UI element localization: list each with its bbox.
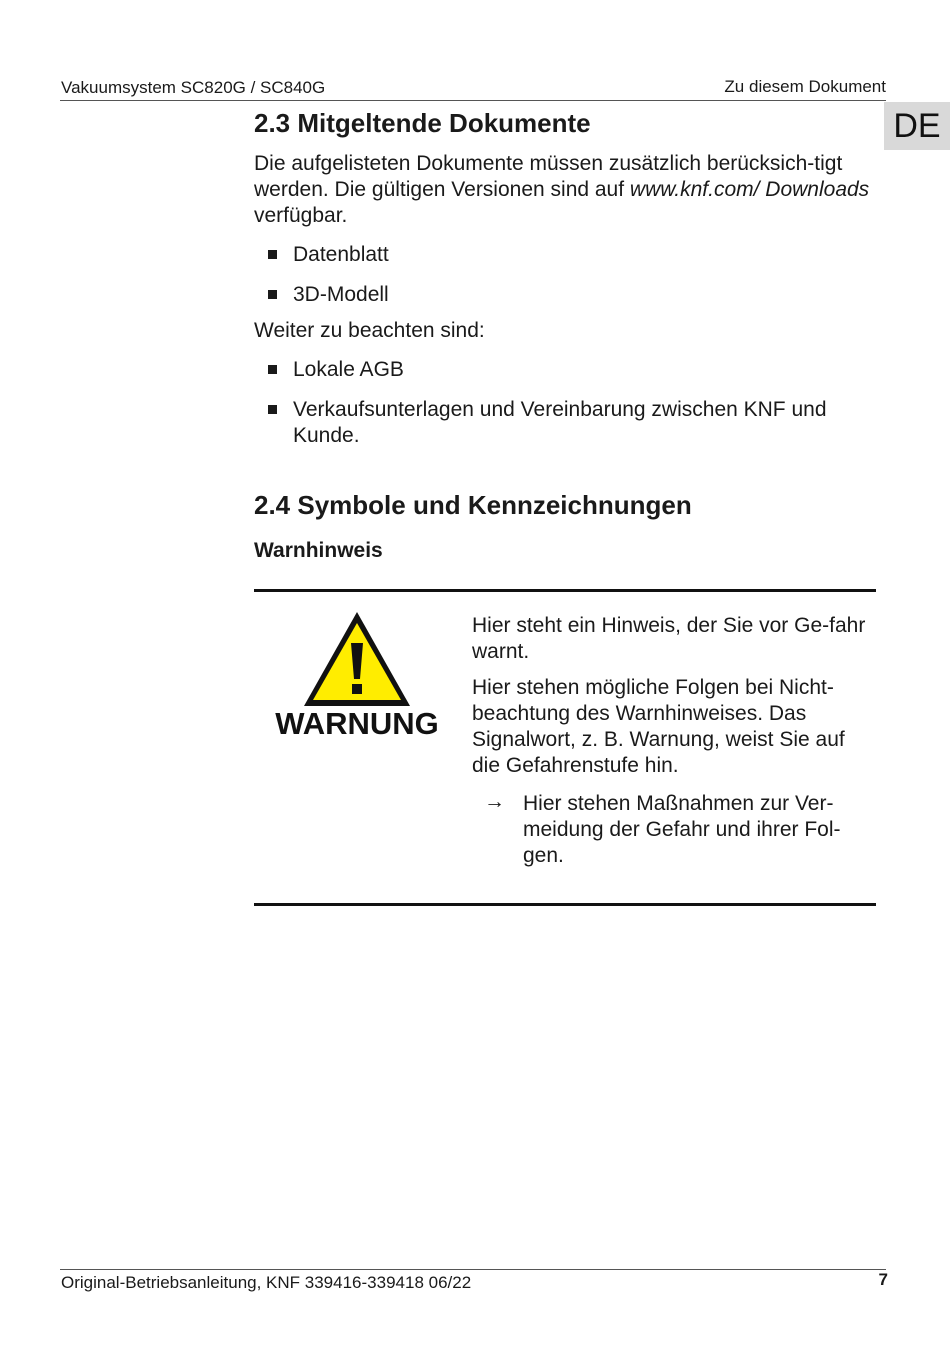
header-divider <box>60 100 886 101</box>
warning-text-hazard: Hier steht ein Hinweis, der Sie vor Ge-fahr warnt. <box>472 614 866 663</box>
bullet-square-icon <box>268 405 277 414</box>
list-item-text: Verkaufsunterlagen und Vereinbarung zwischen KNF und Kunde. <box>293 398 827 447</box>
warning-signal-word: WARNUNG <box>275 706 439 741</box>
section-2-3-heading: 2.3 Mitgeltende Dokumente <box>254 108 591 138</box>
header-section-title: Zu diesem Dokument <box>724 77 886 96</box>
intro-text-start: Die aufgelisteten Dokumente müssen zusätzlich berücksich-tigt werden. Die gültigen Versionen sind auf <box>254 152 843 201</box>
footer-document-info: Original-Betriebsanleitung, KNF 339416-339418 06/22 <box>61 1273 472 1292</box>
list-item-text: Lokale AGB <box>293 358 404 381</box>
further-label: Weiter zu beachten sind: <box>254 319 485 342</box>
list-item-text: 3D-Modell <box>293 283 389 306</box>
warning-subheading: Warnhinweis <box>254 539 383 562</box>
bullet-square-icon <box>268 290 277 299</box>
warning-triangle-icon <box>301 609 413 709</box>
intro-text-end: verfügbar. <box>254 204 348 227</box>
bullet-square-icon <box>268 250 277 259</box>
header-document-title: Vakuumsystem SC820G / SC840G <box>61 78 326 97</box>
warning-box-top-rule <box>254 589 876 592</box>
warning-text-measures: Hier stehen Maßnahmen zur Ver-meidung der Gefahr und ihrer Fol-gen. <box>523 792 841 867</box>
downloads-link[interactable]: www.knf.com/ Downloads <box>629 178 870 201</box>
list-item-text: Datenblatt <box>293 243 389 266</box>
arrow-right-icon: → <box>484 790 505 813</box>
warning-text-consequences: Hier stehen mögliche Folgen bei Nicht-beachtung des Warnhinweises. Das Signalwort, z. B. Warnung, weist Sie auf die Gefahrenstufe hin. <box>472 676 845 777</box>
section-2-4-heading: 2.4 Symbole und Kennzeichnungen <box>254 490 692 520</box>
bullet-square-icon <box>268 365 277 374</box>
footer-divider <box>60 1269 886 1270</box>
language-tab: DE <box>884 102 950 150</box>
section-2-3-intro <box>254 151 876 229</box>
warning-box-bottom-rule <box>254 903 876 906</box>
page-number: 7 <box>878 1270 888 1289</box>
